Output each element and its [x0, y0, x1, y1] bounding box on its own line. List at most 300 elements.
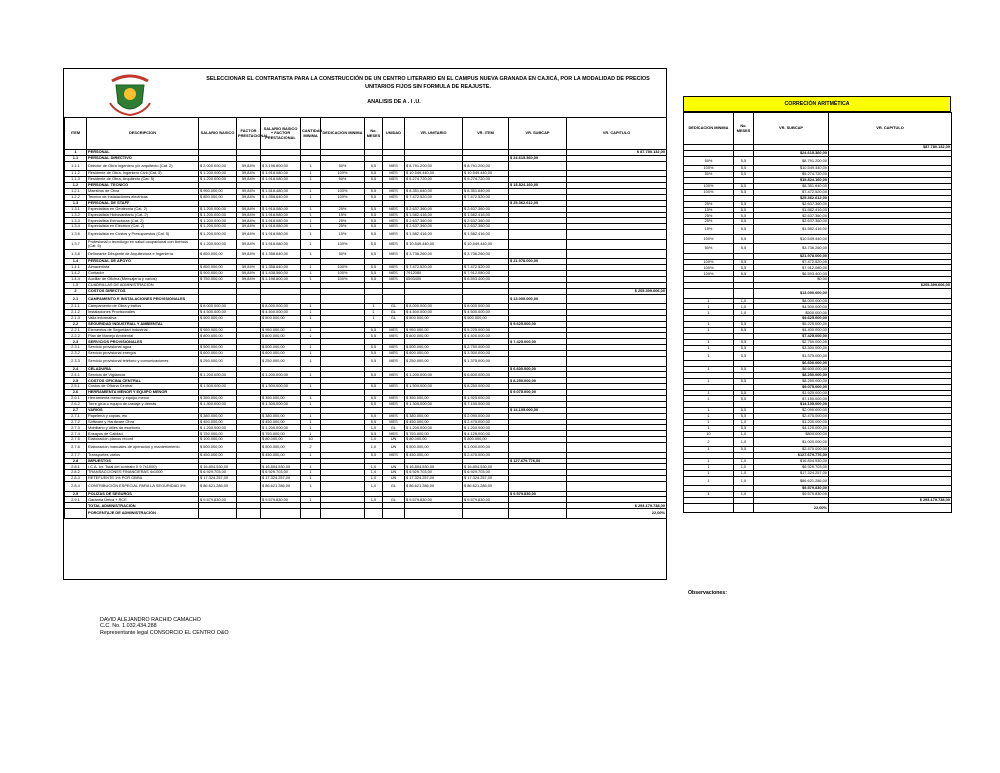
salary-plus-factor: $ 1.918.080,00 [261, 206, 301, 212]
corrected-months: 1,0 [734, 437, 754, 447]
salary-plus-factor: $ 1.918.080,00 [261, 171, 301, 177]
item-description: RETEFUENTE 1% POR OBRA [87, 476, 199, 482]
unit: GL [383, 482, 405, 492]
unit-value: $ 9.579.830,00 [405, 497, 463, 503]
item-value: $ 17.324.257,00 [463, 476, 509, 482]
corrected-dedication [684, 289, 734, 299]
unit-value: $ 500.000,00 [405, 345, 463, 351]
unit-value: $ 2.637.360,00 [405, 206, 463, 212]
corrected-dedication: 1 [684, 425, 734, 431]
salary-plus-factor: $ 250.000,00 [261, 357, 301, 367]
unit-value: $ 1.300.000,00 [405, 401, 463, 407]
unit-value: 6593400 [405, 276, 463, 282]
item-description: Director de Obra Ingeniero y/o arquitecto (Cat. 2) [87, 161, 199, 171]
months: 5,5 [365, 206, 383, 212]
item-code: 2 [65, 288, 87, 294]
basic-salary: $ 500.000,00 [199, 443, 237, 453]
item-code: 2.7.7 [65, 452, 87, 458]
item-code: 2.8.1 [65, 464, 87, 470]
salary-plus-factor: $ 950.000,00 [261, 327, 301, 333]
basic-salary [199, 294, 237, 304]
basic-salary: $ 800.000,00 [199, 333, 237, 339]
benefit-factor: 59,84% [237, 270, 261, 276]
corrected-subchapter-value: $15.824.160,00 [754, 178, 829, 184]
item-code: 1.5 [65, 282, 87, 288]
item-value: $ 1.582.416,00 [463, 212, 509, 218]
corrected-subchapter-value: $2.637.360,00 [754, 201, 829, 207]
analysis-sheet [63, 68, 667, 580]
item-code: 1.1.2 [65, 171, 87, 177]
min-quantity [301, 294, 321, 304]
min-dedication: 25% [321, 224, 365, 230]
corrected-subchapter-value: $24.615.360,00 [754, 150, 829, 156]
unit: MES [383, 401, 405, 407]
basic-salary: $ 500.000,00 [199, 345, 237, 351]
item-value: $ 16.804.530,00 [463, 464, 509, 470]
corrected-dedication: 1 [684, 414, 734, 420]
col-description: DESCRIPCION [87, 118, 199, 150]
corrected-months: 1,0 [734, 470, 754, 476]
months: 1 [365, 309, 383, 315]
corrected-subchapter-value: $2.637.360,00 [754, 213, 829, 219]
corrected-months: 5,5 [734, 390, 754, 396]
months: 5,5 [365, 212, 383, 218]
item-description: PERSONAL TECNICO [87, 183, 199, 189]
corrected-dedication: 1 [684, 447, 734, 453]
min-dedication: 100% [321, 265, 365, 271]
item-value: $ 10.549.440,00 [463, 239, 509, 249]
unit: MES [383, 177, 405, 183]
chapter-value: $ 293.179.738,00 [567, 503, 667, 509]
corrected-subchapter-value: $16.804.530,00 [754, 458, 829, 464]
item-description: Elaboración manuales de operación y mantenimiento [87, 443, 199, 453]
item-description: CELADURIA [87, 366, 199, 372]
corrected-dedication: 50% [684, 244, 734, 254]
table-row [65, 249, 667, 259]
unit: MES [383, 345, 405, 351]
unit: MES [383, 270, 405, 276]
corrected-dedication: 100% [684, 271, 734, 277]
item-description: PORCENTAJE DE ADMINISTRACIÓN [87, 509, 199, 519]
corrected-subchapter-value: $1.000.000,00 [754, 437, 829, 447]
months: 5,5 [365, 372, 383, 378]
benefit-factor: 59,84% [237, 239, 261, 249]
min-dedication [321, 294, 365, 304]
salary-plus-factor: $ 17.324.257,00 [261, 476, 301, 482]
unit-value: $ 450.000,00 [405, 452, 463, 458]
corrected-dedication: 15% [684, 225, 734, 235]
item-description: Plan de Manejo Ambiental [87, 333, 199, 339]
analysis-table [64, 117, 667, 519]
unit: MES [383, 171, 405, 177]
unit-value: $ 16.804.530,00 [405, 464, 463, 470]
corrected-months: 5,5 [734, 183, 754, 189]
item-code [65, 509, 87, 519]
min-quantity: 1 [301, 482, 321, 492]
unit-value: 7912080 [405, 270, 463, 276]
table-row [65, 509, 667, 519]
item-code: 2.8 [65, 458, 87, 464]
min-quantity: 1 [301, 309, 321, 315]
months: 5,5 [365, 177, 383, 183]
correction-row [684, 476, 952, 486]
col-benefit-factor: FACTOR PRESTACIONAL [237, 118, 261, 150]
item-code: 1.3.4 [65, 224, 87, 230]
salary-plus-factor: $ 450.000,00 [261, 419, 301, 425]
item-value: $ 6.929.703,00 [463, 470, 509, 476]
months: 5,5 [365, 276, 383, 282]
salary-plus-factor: $ 8.000.000,00 [261, 304, 301, 310]
item-value: $ 8.351.640,00 [463, 188, 509, 194]
item-description: HERRAMIENTA MENOR Y EQUIPO MENOR [87, 390, 199, 396]
corrected-subchapter-value: $9.075.000,00 [754, 384, 829, 390]
corrected-months: 5,5 [734, 265, 754, 271]
item-value: $ 7.472.520,00 [463, 265, 509, 271]
item-description: Transportes varios [87, 452, 199, 458]
benefit-factor [237, 509, 261, 519]
corrected-dedication: 1 [684, 464, 734, 470]
min-quantity: 1 [301, 218, 321, 224]
item-code: 2.7.4 [65, 431, 87, 437]
item-code: 2.7.2 [65, 419, 87, 425]
months: 5,5 [365, 218, 383, 224]
corrected-dedication [684, 503, 734, 513]
corrected-subchapter-value: $800.000,00 [754, 431, 829, 437]
item-value: $ 2.637.360,00 [463, 206, 509, 212]
unit-value: $ 1.200.000,00 [405, 372, 463, 378]
unit-value: $ 1.500.000,00 [405, 384, 463, 390]
col-subchapter-value: VR. SUBCAP [509, 118, 567, 150]
months: 5,5 [365, 327, 383, 333]
min-quantity: 1 [301, 206, 321, 212]
chapter-value [567, 443, 667, 453]
subchapter-value: $ 24.615.360,00 [509, 155, 567, 161]
months: 5,5 [365, 188, 383, 194]
table-row [65, 239, 667, 249]
corrected-months: 1,0 [734, 310, 754, 316]
unit-value: $ 5.274.720,00 [405, 177, 463, 183]
unit-value: $ 1.582.416,00 [405, 212, 463, 218]
correction-row [684, 156, 952, 166]
subchapter-value: $ 9.579.830,00 [509, 491, 567, 497]
basic-salary [199, 509, 237, 519]
unit-value: $ 86.621.286,00 [405, 482, 463, 492]
months: 5,5 [365, 194, 383, 200]
corrected-months: 5,5 [734, 219, 754, 225]
corrected-subchapter-value: $4.125.000,00 [754, 425, 829, 431]
unit-value: $ 8.000.000,00 [405, 304, 463, 310]
benefit-factor [237, 294, 261, 304]
corrected-subchapter-value: $2.637.360,00 [754, 219, 829, 225]
col-months: No. MESES [365, 118, 383, 150]
unit-value: $ 750.000,00 [405, 431, 463, 437]
min-dedication: 25% [321, 206, 365, 212]
salary-plus-factor: $ 1.500.000,00 [261, 384, 301, 390]
basic-salary: $ 250.000,00 [199, 357, 237, 367]
item-code: 2.1.3 [65, 315, 87, 321]
col-unit-value: VR. UNITARIO [405, 118, 463, 150]
item-code: 2.3 [65, 339, 87, 345]
item-code: 1.3.2 [65, 212, 87, 218]
months: 5,5 [365, 249, 383, 259]
corrected-dedication: 2 [684, 437, 734, 447]
corr-col-dedication: DEDICACION MINIMA [684, 113, 734, 145]
months: 5,5 [365, 171, 383, 177]
basic-salary: $ 1.200.000,00 [199, 206, 237, 212]
corrected-dedication: 1 [684, 390, 734, 396]
item-description: CUADRILLAS DE ADMINISTRACIÓN [87, 282, 199, 288]
months: 5,5 [365, 161, 383, 171]
item-code: 2.7.6 [65, 443, 87, 453]
item-description: Residente de Obra, Ingeniero Civil (Cat. 5) [87, 171, 199, 177]
benefit-factor: 59,84% [237, 276, 261, 282]
corrected-months: 5,5 [734, 156, 754, 166]
basic-salary: $ 17.324.257,00 [199, 476, 237, 482]
corrected-months: 1,0 [734, 419, 754, 425]
min-quantity: 1 [301, 270, 321, 276]
min-quantity: 1 [301, 425, 321, 431]
salary-plus-factor [261, 509, 301, 519]
corrected-subchapter-value: $2.750.000,00 [754, 339, 829, 345]
unit-value: $ 1.582.416,00 [405, 230, 463, 240]
benefit-factor: 59,84% [237, 212, 261, 218]
unit [383, 294, 405, 304]
item-value: $ 800.000,00 [463, 437, 509, 443]
unit-value: $ 2.637.360,00 [405, 218, 463, 224]
corrected-months: 5,5 [734, 327, 754, 333]
unit-value: $ 500.000,00 [405, 315, 463, 321]
unit-value: $ 6.929.703,00 [405, 470, 463, 476]
months: 1,0 [365, 437, 383, 443]
corrected-subchapter-value: $5.274.720,00 [754, 172, 829, 178]
corrected-dedication: 1 [684, 458, 734, 464]
benefit-factor: 59,84% [237, 194, 261, 200]
min-quantity: 1 [301, 351, 321, 357]
correction-row [684, 289, 952, 299]
min-quantity: 1 [301, 384, 321, 390]
correction-title: CORRECIÓN ARITMÉTICA [683, 96, 951, 112]
item-code: 1.4.4 [65, 276, 87, 282]
basic-salary: $ 750.000,00 [199, 276, 237, 282]
item-description: CONTRIBUCIÓN ESPECIAL PARA LA SEGURIDAD 5% [87, 482, 199, 492]
corrected-subchapter-value: $10.549.440,00 [754, 166, 829, 172]
min-quantity: 1 [301, 161, 321, 171]
corrected-dedication: 1 [684, 366, 734, 372]
col-basic-salary: SALARIO BASICO [199, 118, 237, 150]
min-dedication: 50% [321, 177, 365, 183]
item-code: 1.3.7 [65, 239, 87, 249]
salary-plus-factor: $ 1.200.000,00 [261, 425, 301, 431]
benefit-factor [237, 482, 261, 492]
unit: MES [383, 218, 405, 224]
months: 5,5 [365, 224, 383, 230]
item-value: $ 8.791.200,00 [463, 161, 509, 171]
chapter-value [567, 249, 667, 259]
item-description: Mobiliario y útiles de escritorio [87, 425, 199, 431]
corrected-months: 5,5 [734, 259, 754, 265]
item-code: 2.8.4 [65, 482, 87, 492]
corrected-months: 5,5 [734, 244, 754, 254]
basic-salary: $ 4.500.000,00 [199, 309, 237, 315]
corrected-months: 5,5 [734, 351, 754, 361]
item-code: 2.3.2 [65, 351, 87, 357]
months: 1,0 [365, 497, 383, 503]
basic-salary: $ 86.621.286,00 [199, 482, 237, 492]
item-description: Costos de Oficina Central [87, 384, 199, 390]
item-code: 2.7 [65, 407, 87, 413]
basic-salary: $ 100.000,00 [199, 437, 237, 443]
min-quantity: 2 [301, 443, 321, 453]
min-quantity: 1 [301, 464, 321, 470]
basic-salary: $ 850.000,00 [199, 249, 237, 259]
item-description: Elementos de Seguridad Industrial [87, 327, 199, 333]
corrected-subchapter-value: $2.475.000,00 [754, 447, 829, 453]
item-code: 2.9 [65, 491, 87, 497]
salary-plus-factor: $ 6.929.703,00 [261, 470, 301, 476]
subchapter-value [509, 357, 567, 367]
min-dedication: 50% [321, 161, 365, 171]
corrected-chapter-value [829, 476, 952, 486]
corrected-dedication: 25% [684, 201, 734, 207]
unit-value: $ 450.000,00 [405, 419, 463, 425]
item-value: $ 86.621.286,00 [463, 482, 509, 492]
corrected-subchapter-value: $1.200.000,00 [754, 419, 829, 425]
item-value: $ 4.400.000,00 [463, 333, 509, 339]
corrected-dedication: 1 [684, 339, 734, 345]
benefit-factor: 59,84% [237, 224, 261, 230]
col-chapter-value: VR. CAPITULO [567, 118, 667, 150]
correction-table [683, 112, 952, 513]
min-quantity: 1 [301, 470, 321, 476]
item-code: 2.3.1 [65, 345, 87, 351]
corrected-dedication: 25% [684, 219, 734, 225]
min-dedication: 100% [321, 239, 365, 249]
months: 5,5 [365, 413, 383, 419]
corrected-dedication: 50% [684, 172, 734, 178]
item-code: 2.7.3 [65, 425, 87, 431]
salary-plus-factor: $ 500.000,00 [261, 443, 301, 453]
corrected-months: 5,5 [734, 425, 754, 431]
item-value: $ 5.274.720,00 [463, 177, 509, 183]
subchapter-value: $ 7.425.000,00 [509, 339, 567, 345]
item-value: $ 10.549.440,00 [463, 171, 509, 177]
unit: MES [383, 372, 405, 378]
basic-salary: $ 1.200.000,00 [199, 212, 237, 218]
item-description: Contador [87, 270, 199, 276]
item-code: 2.9.1 [65, 497, 87, 503]
item-description: Especialista en Geotecnia (Cat. 2) [87, 206, 199, 212]
item-value: $ 3.736.260,00 [463, 249, 509, 259]
unit: MES [383, 384, 405, 390]
table-row [65, 294, 667, 304]
col-item-value: VR. ITEM [463, 118, 509, 150]
min-dedication [321, 357, 365, 367]
item-code: 2.3.3 [65, 357, 87, 367]
salary-plus-factor: $ 1.918.080,00 [261, 212, 301, 218]
min-quantity: 1 [301, 239, 321, 249]
salary-plus-factor: $ 1.200.000,00 [261, 372, 301, 378]
item-code: 2.4 [65, 366, 87, 372]
document-title: SELECCIONAR EL CONTRATISTA PARA LA CONSTRUCCIÓN DE UN CENTRO LITERARIO EN EL CAMPUS NUEVA GRANADA EN CAJICÁ, POR LA MODALIDAD DE PRECIOS UNITARIOS FIJOS SIN FORMULA DE REAJUSTE. [206, 76, 650, 90]
corrected-subchapter-value: $8.250.000,00 [754, 378, 829, 384]
salary-plus-factor: $ 800.000,00 [261, 333, 301, 339]
corrected-subchapter-value: $1.375.000,00 [754, 351, 829, 361]
item-description: Especialista en Eléctrico (Cat. 2) [87, 224, 199, 230]
item-description: Almacenista [87, 265, 199, 271]
table-row [65, 230, 667, 240]
corrected-months [734, 289, 754, 299]
corrected-months: 1,0 [734, 431, 754, 437]
salary-plus-factor: $ 4.500.000,00 [261, 309, 301, 315]
benefit-factor: 59,84% [237, 249, 261, 259]
salary-plus-factor: $ 1.358.640,00 [261, 249, 301, 259]
unit: UN [383, 443, 405, 453]
col-min-quantity: CANTIDAD MINIMA [301, 118, 321, 150]
corrected-months: 1,0 [734, 304, 754, 310]
unit: MES [383, 276, 405, 282]
item-description: Servicio provisional teléfono y comunicaciones [87, 357, 199, 367]
item-description: Servicio de Vigilancia [87, 372, 199, 378]
salary-plus-factor: $ 86.621.286,00 [261, 482, 301, 492]
salary-plus-factor: $ 1.438.560,00 [261, 270, 301, 276]
corrected-dedication: 15% [684, 207, 734, 213]
basic-salary: $ 1.200.000,00 [199, 177, 237, 183]
salary-plus-factor: $ 600.000,00 [261, 351, 301, 357]
item-code: 1.3.6 [65, 230, 87, 240]
item-code: 2.1 [65, 294, 87, 304]
unit: MES [383, 396, 405, 402]
item-value: $ 7.912.080,00 [463, 270, 509, 276]
corrected-subchapter-value: $4.500.000,00 [754, 304, 829, 310]
min-dedication [321, 509, 365, 519]
item-code: 1.1.1 [65, 161, 87, 171]
item-value: $ 8.000.000,00 [463, 304, 509, 310]
min-dedication: 100% [321, 270, 365, 276]
corrected-subchapter-value: 22,00% [754, 503, 829, 513]
salary-plus-factor: $ 16.804.530,00 [261, 464, 301, 470]
benefit-factor: 59,84% [237, 188, 261, 194]
item-code: 1 [65, 150, 87, 156]
item-description: I.C.A. Ivr. Total del contrato X 9.7x1000) [87, 464, 199, 470]
min-quantity: 1 [301, 476, 321, 482]
benefit-factor: 59,84% [237, 206, 261, 212]
correction-row [684, 244, 952, 254]
corrected-months: 5,5 [734, 322, 754, 328]
unit-value [405, 509, 463, 519]
item-code: 1.3.3 [65, 218, 87, 224]
unit: GL [383, 315, 405, 321]
min-quantity: 10 [301, 437, 321, 443]
corrected-dedication: 100% [684, 183, 734, 189]
salary-plus-factor: $ 450.000,00 [261, 452, 301, 458]
months: 5,5 [365, 401, 383, 407]
unit: MES [383, 452, 405, 458]
signature-block [100, 617, 229, 636]
corrected-dedication: 100% [684, 189, 734, 195]
corrected-subchapter-value: $7.472.520,00 [754, 259, 829, 265]
item-description: VARIOS [87, 407, 199, 413]
basic-salary: $ 6.929.703,00 [199, 470, 237, 476]
corrected-dedication: 1 [684, 322, 734, 328]
document-subtitle: ANALISIS DE A . I .U. [367, 99, 421, 105]
unit: MES [383, 357, 405, 367]
item-code: 2.6.1 [65, 396, 87, 402]
chapter-value [567, 161, 667, 171]
months: 5,5 [365, 384, 383, 390]
min-quantity: 1 [301, 333, 321, 339]
basic-salary: $ 1.200.000,00 [199, 224, 237, 230]
corrected-dedication: 1 [684, 304, 734, 310]
